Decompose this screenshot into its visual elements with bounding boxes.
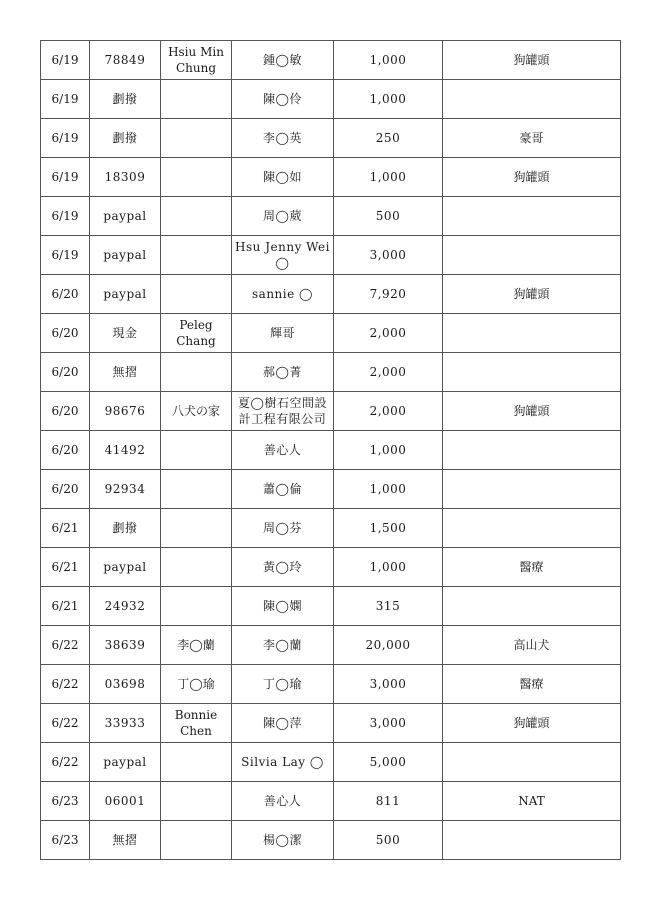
donor-name-cell: 夏◯樹石空間設計工程有限公司 (232, 392, 334, 431)
date-cell: 6/20 (41, 314, 90, 353)
amount-cell: 500 (334, 197, 443, 236)
purpose-cell (443, 587, 621, 626)
purpose-cell (443, 509, 621, 548)
reference-cell: 18309 (90, 158, 161, 197)
alias-cell (161, 236, 232, 275)
donor-name-cell: Silvia Lay ◯ (232, 743, 334, 782)
purpose-cell (443, 470, 621, 509)
purpose-cell: 豪哥 (443, 119, 621, 158)
amount-cell: 3,000 (334, 236, 443, 275)
amount-cell: 811 (334, 782, 443, 821)
donor-name-cell: 蕭◯倫 (232, 470, 334, 509)
alias-cell (161, 821, 232, 860)
table-row (41, 704, 621, 743)
reference-cell: 劃撥 (90, 119, 161, 158)
purpose-cell (443, 314, 621, 353)
donation-table-body (41, 41, 621, 860)
purpose-cell (443, 431, 621, 470)
amount-cell: 7,920 (334, 275, 443, 314)
reference-cell: 無摺 (90, 353, 161, 392)
alias-cell (161, 587, 232, 626)
donation-table (40, 40, 621, 860)
table-row (41, 509, 621, 548)
table-row (41, 197, 621, 236)
purpose-cell (443, 821, 621, 860)
amount-cell: 2,000 (334, 314, 443, 353)
table-row (41, 353, 621, 392)
donor-name-cell: 陳◯如 (232, 158, 334, 197)
table-row (41, 392, 621, 431)
date-cell: 6/21 (41, 509, 90, 548)
reference-cell: paypal (90, 548, 161, 587)
table-row (41, 41, 621, 80)
table-row (41, 431, 621, 470)
amount-cell: 1,000 (334, 548, 443, 587)
date-cell: 6/19 (41, 80, 90, 119)
reference-cell: paypal (90, 197, 161, 236)
table-row (41, 626, 621, 665)
table-row (41, 275, 621, 314)
purpose-cell (443, 353, 621, 392)
purpose-cell (443, 743, 621, 782)
table-row (41, 587, 621, 626)
table-row (41, 548, 621, 587)
amount-cell: 1,500 (334, 509, 443, 548)
table-row (41, 236, 621, 275)
purpose-cell: 狗罐頭 (443, 158, 621, 197)
reference-cell: 41492 (90, 431, 161, 470)
reference-cell: 92934 (90, 470, 161, 509)
date-cell: 6/20 (41, 431, 90, 470)
table-row (41, 80, 621, 119)
amount-cell: 2,000 (334, 392, 443, 431)
alias-cell: Bonnie Chen (161, 704, 232, 743)
date-cell: 6/22 (41, 665, 90, 704)
alias-cell: Hsiu Min Chung (161, 41, 232, 80)
reference-cell: paypal (90, 236, 161, 275)
donor-name-cell: 周◯葳 (232, 197, 334, 236)
table-row (41, 665, 621, 704)
date-cell: 6/22 (41, 743, 90, 782)
reference-cell: 98676 (90, 392, 161, 431)
amount-cell: 2,000 (334, 353, 443, 392)
table-row (41, 782, 621, 821)
reference-cell: 78849 (90, 41, 161, 80)
table-row (41, 470, 621, 509)
reference-cell: paypal (90, 275, 161, 314)
reference-cell: 24932 (90, 587, 161, 626)
reference-cell: 現金 (90, 314, 161, 353)
reference-cell: 無摺 (90, 821, 161, 860)
donor-name-cell: 善心人 (232, 782, 334, 821)
donor-name-cell: 輝哥 (232, 314, 334, 353)
reference-cell: 33933 (90, 704, 161, 743)
date-cell: 6/23 (41, 821, 90, 860)
purpose-cell: NAT (443, 782, 621, 821)
reference-cell: 03698 (90, 665, 161, 704)
date-cell: 6/19 (41, 119, 90, 158)
alias-cell: Peleg Chang (161, 314, 232, 353)
amount-cell: 20,000 (334, 626, 443, 665)
table-row (41, 743, 621, 782)
amount-cell: 500 (334, 821, 443, 860)
amount-cell: 250 (334, 119, 443, 158)
reference-cell: paypal (90, 743, 161, 782)
alias-cell: 李◯蘭 (161, 626, 232, 665)
purpose-cell: 狗罐頭 (443, 392, 621, 431)
date-cell: 6/21 (41, 587, 90, 626)
purpose-cell: 狗罐頭 (443, 704, 621, 743)
donor-name-cell: 李◯蘭 (232, 626, 334, 665)
amount-cell: 1,000 (334, 80, 443, 119)
alias-cell (161, 158, 232, 197)
purpose-cell (443, 197, 621, 236)
alias-cell (161, 80, 232, 119)
amount-cell: 1,000 (334, 158, 443, 197)
date-cell: 6/23 (41, 782, 90, 821)
reference-cell: 38639 (90, 626, 161, 665)
date-cell: 6/19 (41, 197, 90, 236)
donor-name-cell: 楊◯潔 (232, 821, 334, 860)
donor-name-cell: 李◯英 (232, 119, 334, 158)
alias-cell: 丁◯瑜 (161, 665, 232, 704)
alias-cell (161, 743, 232, 782)
amount-cell: 1,000 (334, 470, 443, 509)
amount-cell: 1,000 (334, 41, 443, 80)
alias-cell (161, 197, 232, 236)
alias-cell (161, 275, 232, 314)
donor-name-cell: sannie ◯ (232, 275, 334, 314)
donor-name-cell: 陳◯萍 (232, 704, 334, 743)
table-row (41, 314, 621, 353)
amount-cell: 5,000 (334, 743, 443, 782)
purpose-cell: 高山犬 (443, 626, 621, 665)
donor-name-cell: 周◯芬 (232, 509, 334, 548)
table-row (41, 158, 621, 197)
amount-cell: 315 (334, 587, 443, 626)
date-cell: 6/22 (41, 704, 90, 743)
purpose-cell (443, 80, 621, 119)
reference-cell: 06001 (90, 782, 161, 821)
purpose-cell: 狗罐頭 (443, 41, 621, 80)
date-cell: 6/20 (41, 275, 90, 314)
alias-cell (161, 119, 232, 158)
alias-cell (161, 431, 232, 470)
amount-cell: 3,000 (334, 665, 443, 704)
donor-name-cell: 善心人 (232, 431, 334, 470)
amount-cell: 3,000 (334, 704, 443, 743)
date-cell: 6/20 (41, 392, 90, 431)
alias-cell (161, 470, 232, 509)
donor-name-cell: Hsu Jenny Wei ◯ (232, 236, 334, 275)
alias-cell (161, 782, 232, 821)
reference-cell: 劃撥 (90, 80, 161, 119)
donor-name-cell: 鍾◯敏 (232, 41, 334, 80)
donor-name-cell: 黃◯玲 (232, 548, 334, 587)
table-row (41, 119, 621, 158)
date-cell: 6/19 (41, 158, 90, 197)
amount-cell: 1,000 (334, 431, 443, 470)
alias-cell (161, 548, 232, 587)
purpose-cell: 醫療 (443, 548, 621, 587)
date-cell: 6/19 (41, 236, 90, 275)
donor-name-cell: 郝◯菁 (232, 353, 334, 392)
date-cell: 6/21 (41, 548, 90, 587)
alias-cell (161, 509, 232, 548)
alias-cell: 八犬の家 (161, 392, 232, 431)
purpose-cell (443, 236, 621, 275)
purpose-cell: 醫療 (443, 665, 621, 704)
purpose-cell: 狗罐頭 (443, 275, 621, 314)
date-cell: 6/22 (41, 626, 90, 665)
alias-cell (161, 353, 232, 392)
donor-name-cell: 陳◯伶 (232, 80, 334, 119)
date-cell: 6/19 (41, 41, 90, 80)
table-row (41, 821, 621, 860)
donor-name-cell: 丁◯瑜 (232, 665, 334, 704)
date-cell: 6/20 (41, 470, 90, 509)
reference-cell: 劃撥 (90, 509, 161, 548)
donor-name-cell: 陳◯嫻 (232, 587, 334, 626)
date-cell: 6/20 (41, 353, 90, 392)
